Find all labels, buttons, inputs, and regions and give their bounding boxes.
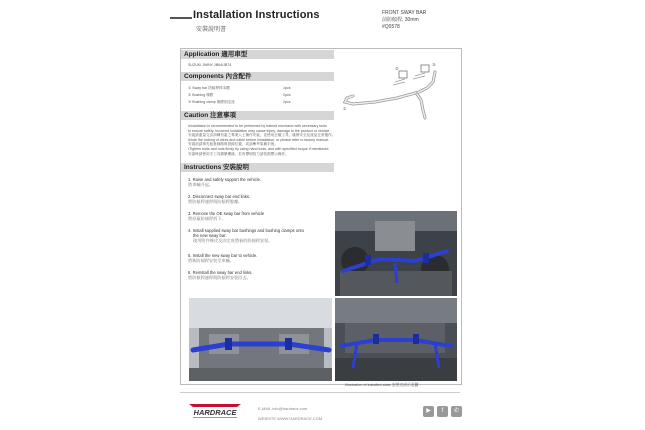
step-text-cont: the new sway bar. xyxy=(193,233,227,238)
step-text-cn: 使用附件橡皮及固定座將新的防傾桿安裝。 xyxy=(193,238,273,243)
footer-rule xyxy=(180,392,460,393)
step-text-cn: 將車輛升起。 xyxy=(188,182,214,187)
wechat-icon[interactable]: ✆ xyxy=(451,406,462,417)
components-heading: Components 內含配件 xyxy=(181,72,334,81)
application-heading: Application 適用車型 xyxy=(181,50,334,59)
product-info xyxy=(382,10,426,31)
step-text: 4. Install supplied sway bar bushings and bushing clamps onto xyxy=(188,228,304,233)
step-text-cn: 將新防傾桿安裝至車輛。 xyxy=(188,258,235,263)
step-text: 1. Raise and safely support the vehicle. xyxy=(188,177,262,182)
component-qty: 2pcs xyxy=(283,100,291,104)
instruction-step xyxy=(188,177,261,187)
caution-line: 安裝時請使用手工具鎖緊螺絲，若有標明扭力請依照標示操作。 xyxy=(188,151,289,156)
instructions-heading: Instructions 安裝說明 xyxy=(181,163,334,172)
component-label: ② Bushing 橡膠 xyxy=(188,93,214,97)
facebook-icon[interactable]: f xyxy=(437,406,448,417)
caution-line: 安裝前請事先留意線路與管線位置，或請參考原廠手冊。 xyxy=(188,142,278,147)
website-text[interactable]: WEBSITE WWW.HARDRACE.COM xyxy=(258,416,323,421)
svg-text:③: ③ xyxy=(432,62,436,67)
application-vehicle: SUZUKI JIMNY JB64/JB74 xyxy=(188,63,232,67)
sway-bar-illustration xyxy=(335,58,455,130)
instruction-step xyxy=(188,270,252,280)
svg-text:HARDRACE: HARDRACE xyxy=(193,408,237,417)
caution-line: to ensure safety. Incorrect installation may cause injury, damage to the product or vehicle. xyxy=(188,128,331,133)
component-qty: 1pcs xyxy=(283,86,291,90)
installed-photo-bottom xyxy=(335,298,457,381)
contact-info xyxy=(258,404,322,424)
step-text: 3. Remove the OE sway bar from vehicle xyxy=(188,211,265,216)
hardrace-logo xyxy=(185,398,245,422)
installed-photo-front xyxy=(189,298,332,381)
part-number: #Q0578 xyxy=(382,24,400,30)
step-text: 6. Reinstall the sway bar end links. xyxy=(188,270,253,275)
svg-text:②: ② xyxy=(395,66,399,71)
component-qty: 2pcs xyxy=(283,93,291,97)
caution-line: •Note the locking of wires and cable before installation, or please refer to factory manual. xyxy=(188,137,329,142)
instruction-step xyxy=(188,194,250,204)
step-text: 2. Disconnect sway bar end links. xyxy=(188,194,251,199)
instruction-step xyxy=(188,253,257,263)
step-text-cn: 將原廠防傾桿拆下。 xyxy=(188,216,226,221)
caution-heading: Caution 注意事項 xyxy=(181,111,334,120)
component-label: ① Sway bar 防傾桿棒本體 xyxy=(188,86,230,90)
caution-line: •Installation is recommended to be performed by trained mechanic with necessary tools xyxy=(188,124,327,128)
caution-line: 安裝請盡量交由訓練有素之專業人士操作安裝，並使用正確工具，確保安全及產品正常運作。 xyxy=(188,133,336,138)
email-text[interactable]: E-MAIL info@hardrace.com xyxy=(258,406,308,411)
header-rule xyxy=(170,17,192,19)
component-label: ③ Bushing clamp 橡膠固定座 xyxy=(188,100,235,104)
youtube-icon[interactable]: ▶ xyxy=(423,406,434,417)
caution-text xyxy=(188,124,443,156)
step-text-cn: 將防傾桿連桿與防傾桿安裝回去。 xyxy=(188,275,251,280)
photo-caption: Illustration of installed state 安裝完成示意圖 xyxy=(345,383,419,387)
page-title: Installation Instructions xyxy=(193,9,320,21)
installed-photo-underside xyxy=(335,211,457,296)
product-name: FRONT SWAY BAR xyxy=(382,10,427,16)
svg-text:①: ① xyxy=(343,106,347,111)
instruction-step xyxy=(188,228,333,243)
caution-line: •Tighten bolts and nuts firmly by using hand tools, and with specified torque if mentioned. xyxy=(188,146,330,151)
step-text: 5. Install the new sway bar to vehicle. xyxy=(188,253,258,258)
step-text-cn: 將防傾桿連桿與防傾桿脫離。 xyxy=(188,199,243,204)
product-name-cn: 前防傾桿, 30mm xyxy=(382,17,419,23)
instruction-step xyxy=(188,211,264,221)
page-title-cn: 安裝說明書 xyxy=(196,27,227,33)
